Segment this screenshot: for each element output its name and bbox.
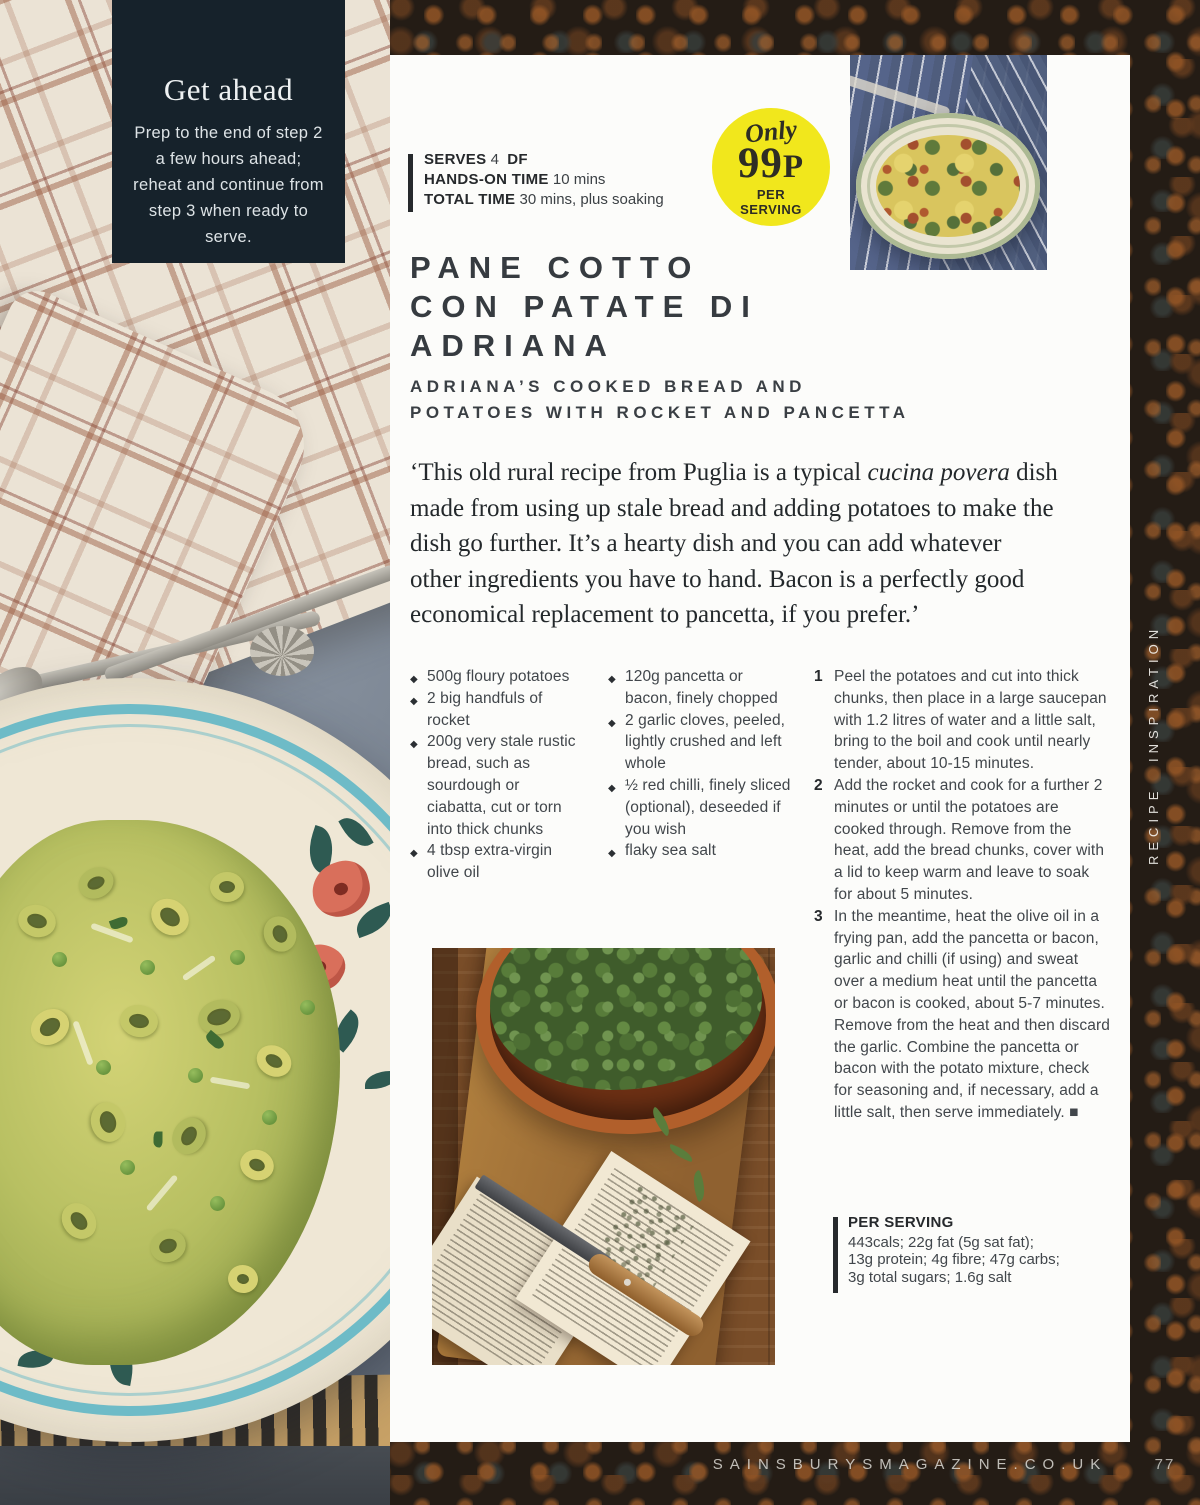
ingredient-item	[410, 688, 580, 732]
title-line: ADRIANA	[410, 328, 616, 363]
intro-text: ‘This old rural recipe from Puglia is a typical	[410, 459, 868, 486]
nutrition-panel	[833, 1214, 1118, 1286]
step-number: 2	[814, 776, 823, 794]
pea	[188, 1068, 203, 1083]
diamond-bullet-icon: ◆	[410, 695, 418, 707]
intro-text: dish made from using up stale bread and adding potatoes to make the dish go further. It’s a hearty dish and you can add whatever other ingredients you have to hand. Bacon is a perfectly good economical replacement to pancetta, if you prefer.’	[410, 459, 1058, 628]
get-ahead-body: Prep to the end of step 2 a few hours ahead; reheat and continue from step 3 when ready to serve.	[133, 124, 324, 246]
spoon-head	[250, 626, 314, 676]
intro-italic-phrase: cucina povera	[867, 459, 1010, 486]
nutrition-title: PER SERVING	[848, 1214, 954, 1231]
ingredient-item	[608, 666, 792, 710]
step-number: 3	[814, 907, 823, 925]
get-ahead-box	[112, 0, 345, 263]
ingredient-text: 2 garlic cloves, peeled, lightly crushed and left whole	[625, 711, 786, 773]
method-steps	[814, 666, 1110, 1124]
nutrition-line: 443cals; 22g fat (5g sat fat);	[848, 1233, 1034, 1251]
subtitle-line: ADRIANA’S COOKED BREAD AND	[410, 377, 806, 396]
badge-price	[712, 140, 830, 187]
price-badge	[712, 108, 830, 226]
pea	[210, 1196, 225, 1211]
ingredient-item	[608, 710, 792, 775]
footer-website-url: SAINSBURYSMAGAZINE.CO.UK	[712, 1456, 1108, 1473]
nutrition-accent-bar	[833, 1217, 838, 1293]
nutrition-line: 3g total sugars; 1.6g salt	[848, 1268, 1012, 1286]
serves-label: SERVES	[424, 151, 487, 168]
title-line: CON PATATE DI	[410, 289, 759, 324]
pea	[300, 1000, 315, 1015]
recipe-meta	[408, 150, 728, 210]
total-time-label: TOTAL TIME	[424, 191, 516, 208]
diamond-bullet-icon: ◆	[410, 674, 418, 685]
ingredient-text: 500g floury potatoes	[427, 668, 570, 685]
ingredient-text: ½ red chilli, finely sliced (optional), deseeded if you wish	[625, 776, 791, 838]
hands-on-value: 10 mins	[552, 171, 606, 188]
spoon-handle	[850, 74, 951, 118]
diamond-bullet-icon: ◆	[608, 848, 616, 860]
ingredient-text: 120g pancetta or bacon, finely chopped	[625, 668, 778, 707]
recipe-subtitle	[410, 374, 1090, 426]
ingredient-item	[608, 775, 792, 840]
ingredient-text: 4 tbsp extra-virgin olive oil	[427, 842, 553, 882]
nutrition-line: 13g protein; 4g fibre; 47g carbs;	[848, 1251, 1060, 1268]
ingredient-text: 200g very stale rustic bread, such as sourdough or ciabatta, cut or torn into thick chunks	[427, 733, 576, 838]
diamond-bullet-icon: ◆	[608, 782, 616, 794]
diamond-bullet-icon: ◆	[608, 717, 616, 729]
method-step	[814, 906, 1110, 1124]
total-time-row	[424, 190, 728, 210]
hands-on-label: HANDS-ON TIME	[424, 171, 549, 188]
dietary-flag: DF	[507, 151, 528, 168]
total-time-value: 30 mins, plus soaking	[519, 191, 664, 208]
ingredient-item	[410, 731, 580, 840]
finished-dish-photo	[850, 55, 1047, 270]
badge-per-line2: SERVING	[740, 202, 802, 217]
ingredients-column-2	[608, 666, 792, 862]
step-text: Peel the potatoes and cut into thick chunks, then place in a large saucepan with 1.2 litres of water and a little salt, bring to the boil and cook until nearly tender, about 10-15 minutes.	[834, 668, 1107, 773]
table-edge	[0, 1446, 390, 1505]
meta-accent-bar	[408, 154, 413, 212]
title-line: PANE COTTO	[410, 250, 701, 285]
ingredient-item	[410, 666, 580, 688]
method-step	[814, 666, 1110, 775]
ingredient-text: 2 big handfuls of rocket	[427, 689, 543, 729]
ingredient-item	[608, 840, 792, 862]
serves-row	[424, 150, 728, 170]
diamond-bullet-icon: ◆	[410, 848, 418, 860]
method-step	[814, 775, 1110, 906]
pea	[52, 952, 67, 967]
ingredients-column-1	[410, 666, 580, 884]
diamond-bullet-icon: ◆	[608, 674, 616, 685]
diamond-bullet-icon: ◆	[410, 739, 418, 751]
pea	[120, 1160, 135, 1175]
dish-food	[876, 135, 1020, 237]
nutrition-lines	[848, 1234, 1118, 1287]
get-ahead-title: Get ahead	[163, 72, 294, 107]
recipe-title	[410, 248, 1070, 365]
pea	[96, 1060, 111, 1075]
rocket-board-photo	[432, 948, 775, 1365]
pea	[262, 1110, 277, 1125]
step-text: In the meantime, heat the olive oil in a frying pan, add the pancetta or bacon, garlic and chilli (if using) and sweat over a medium heat until the pancetta or bacon is cooked, about 5-7 minutes. Remove from the heat and then discard the garlic. Combine the pancetta or bacon with the potato mixture, check for seasoning and, if necessary, add a little salt, then serve immediately. ■	[834, 907, 1110, 1121]
badge-per-line1: PER	[756, 187, 786, 202]
ingredient-item	[410, 840, 580, 884]
ingredient-text: flaky sea salt	[625, 842, 716, 860]
hands-on-row	[424, 170, 728, 190]
recipe-intro	[410, 455, 1058, 633]
section-vertical-label: RECIPE INSPIRATION	[1146, 624, 1161, 866]
subtitle-line: POTATOES WITH ROCKET AND PANCETTA	[410, 403, 910, 422]
page-number: 77	[1154, 1456, 1176, 1473]
step-text: Add the rocket and cook for a further 2 minutes or until the potatoes are cooked through. Remove from the heat, add the bread chunks, cover with a lid to keep warm and leave to soak for about 5 minutes.	[834, 776, 1105, 903]
badge-price-number: 99	[737, 140, 783, 187]
pea	[140, 960, 155, 975]
herb-leaf	[154, 1132, 163, 1148]
pasta-tube	[210, 872, 244, 902]
serves-value: 4	[490, 151, 499, 168]
pea	[230, 950, 245, 965]
step-number: 1	[814, 668, 823, 685]
badge-price-unit: P	[782, 149, 805, 185]
badge-only-word: Only	[743, 114, 799, 149]
